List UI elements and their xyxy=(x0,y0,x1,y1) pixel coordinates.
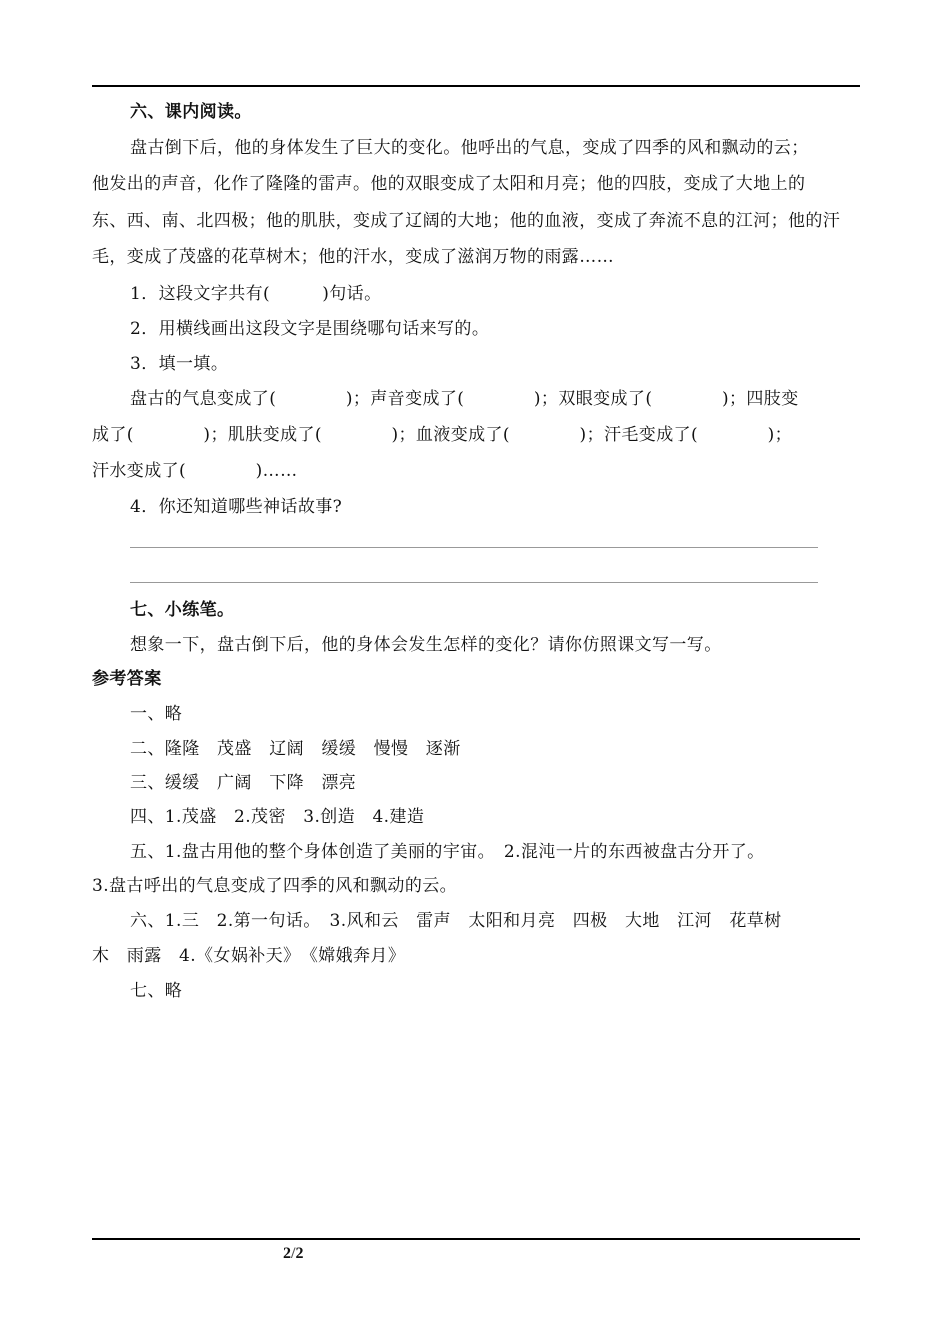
section7-prompt: 想象一下，盘古倒下后，他的身体会发生怎样的变化？请你仿照课文写一写。 xyxy=(130,635,722,655)
answer-6-cont: 木 雨露 4.《女娲补天》 《嫦娥奔月》 xyxy=(92,946,406,966)
answer-2: 二、隆隆 茂盛 辽阔 缓缓 慢慢 逐渐 xyxy=(130,739,461,759)
answers-title: 参考答案 xyxy=(92,669,162,689)
question-3: 3．填一填。 xyxy=(130,354,229,374)
passage-line: 毛，变成了茂盛的花草树木；他的汗水，变成了滋润万物的雨露…… xyxy=(92,247,614,267)
answer-1: 一、略 xyxy=(130,704,183,724)
page-total: 2 xyxy=(295,1245,304,1262)
page-number xyxy=(283,1245,303,1263)
section6-heading: 六、课内阅读。 xyxy=(130,102,252,122)
passage-line: 东、西、南、北四极；他的肌肤，变成了辽阔的大地；他的血液，变成了奔流不息的江河；他的汗 xyxy=(92,211,841,231)
passage-line: 他发出的声音，化作了隆隆的雷声。他的双眼变成了太阳和月亮；他的四肢，变成了大地上的 xyxy=(92,174,806,194)
answer-blank-line xyxy=(130,582,818,583)
question-1: 1．这段文字共有( )句话。 xyxy=(130,284,382,304)
question-4: 4．你还知道哪些神话故事? xyxy=(130,497,343,517)
answer-3: 三、缓缓 广阔 下降 漂亮 xyxy=(130,773,357,793)
fill-line: 盘古的气息变成了( )；声音变成了( )；双眼变成了( )；四肢变 xyxy=(130,389,799,409)
question-2: 2．用横线画出这段文字是围绕哪句话来写的。 xyxy=(130,319,490,339)
passage-line: 盘古倒下后，他的身体发生了巨大的变化。他呼出的气息，变成了四季的风和飘动的云； xyxy=(130,138,809,158)
answer-5-cont: 3.盘古呼出的气息变成了四季的风和飘动的云。 xyxy=(92,876,458,896)
header-rule xyxy=(92,85,860,87)
answer-7: 七、略 xyxy=(130,981,183,1001)
fill-line: 汗水变成了( )…… xyxy=(92,461,298,481)
answer-blank-line xyxy=(130,547,818,548)
fill-line: 成了( )；肌肤变成了( )；血液变成了( )；汗毛变成了( )； xyxy=(92,425,793,445)
answer-4: 四、1.茂盛 2.茂密 3.创造 4.建造 xyxy=(130,807,425,827)
answer-6: 六、1.三 2.第一句话。 3.风和云 雷声 太阳和月亮 四极 大地 江河 花草树 xyxy=(130,911,782,931)
section7-heading: 七、小练笔。 xyxy=(130,600,235,620)
page-current: 2 xyxy=(283,1245,291,1262)
page-separator: / xyxy=(291,1245,296,1262)
answer-5: 五、1.盘古用他的整个身体创造了美丽的宇宙。 2.混沌一片的东西被盘古分开了。 xyxy=(130,842,765,862)
footer-rule xyxy=(92,1238,860,1240)
